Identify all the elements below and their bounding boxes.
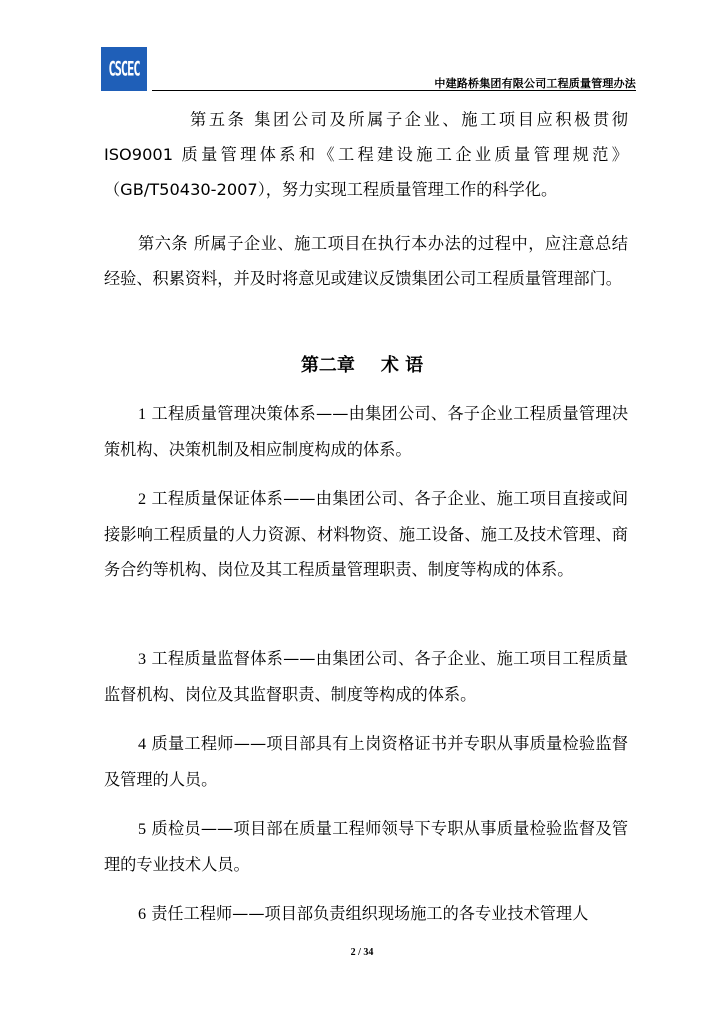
chapter-heading	[0, 351, 724, 377]
company-logo	[101, 47, 147, 91]
term-text: 质量工程师——项目部具有上岗资格证书并专职从事质量检验监督及管理的人员。	[104, 734, 629, 789]
term-text: 质检员——项目部在质量工程师领导下专职从事质量检验监督及管理的专业技术人员。	[104, 819, 629, 874]
term-number: 3	[138, 650, 147, 668]
term-item	[104, 396, 628, 467]
term-text: 责任工程师——项目部负责组织现场施工的各专业技术管理人	[151, 904, 589, 923]
term-number: 5	[138, 820, 147, 838]
term-text: 工程质量保证体系——由集团公司、各子企业、施工项目直接或间接影响工程质量的人力资源、材料物资、施工设备、施工及技术管理、商务合约等机构、岗位及其工程质量管理职责、制度等构成的体系。	[104, 489, 629, 579]
term-item	[104, 811, 628, 882]
paragraph-article-6: 第六条 所属子企业、施工项目在执行本办法的过程中，应注意总结经验、积累资料，并及时将意见或建议反馈集团公司工程质量管理部门。	[104, 234, 628, 288]
term-item	[104, 896, 628, 932]
chapter-title: 术 语	[380, 355, 424, 376]
logo-text: CSCEC	[108, 57, 140, 81]
term-number: 1	[138, 405, 147, 423]
term-text: 工程质量监督体系——由集团公司、各子企业、施工项目工程质量监督机构、岗位及其监督职责、制度等构成的体系。	[104, 649, 629, 704]
term-number: 2	[138, 490, 147, 508]
header-title: 中建路桥集团有限公司工程质量管理办法	[434, 77, 636, 90]
header-divider	[152, 90, 636, 91]
paragraph-article-5: 第五条 集团公司及所属子企业、施工项目应积极贯彻ISO9001 质量管理体系和《工程建设施工企业质量管理规范》（GB/T50430-2007），努力实现工程质量管理工作的科学化。	[104, 110, 628, 199]
term-number: 6	[138, 905, 147, 923]
term-item	[104, 641, 628, 712]
chapter-number: 第二章	[300, 355, 355, 376]
term-item	[104, 481, 628, 587]
term-text: 工程质量管理决策体系——由集团公司、各子企业工程质量管理决策机构、决策机制及相应制度构成的体系。	[104, 404, 629, 459]
term-item	[104, 726, 628, 797]
term-number: 4	[138, 735, 147, 753]
page-number: 2 / 34	[350, 947, 374, 958]
